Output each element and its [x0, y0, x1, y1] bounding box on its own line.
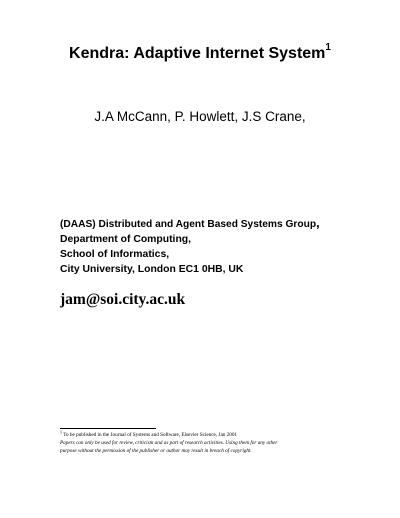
footnote-rule [60, 428, 156, 429]
author-list: J.A McCann, P. Howlett, J.S Crane, [94, 109, 306, 124]
paper-title [0, 41, 400, 64]
footnote-publication-line [60, 431, 360, 439]
footnote-notice-line-1: Papers can only be used for review, criticism and as part of research activities. Using them for any other [60, 440, 278, 446]
affiliation-group-line [60, 215, 320, 232]
footnote-mark: 1 [60, 429, 62, 435]
affiliation-group: (DAAS) Distributed and Agent Based Systems Group [60, 219, 317, 230]
affiliation-group-comma: , [316, 215, 320, 230]
paper-title-text: Kendra: Adaptive Internet System [69, 45, 326, 62]
footnote-text: To be published in the Journal of Systems and Software, Elsevier Science, Jan 2001 [63, 432, 238, 438]
affiliation-department: Department of Computing, [60, 234, 192, 245]
author-email: jam@soi.city.ac.uk [60, 291, 186, 308]
affiliation-block [60, 215, 320, 277]
affiliation-address: City University, London EC1 0HB, UK [60, 264, 244, 275]
affiliation-school: School of Informatics, [60, 249, 170, 260]
footnote [60, 431, 360, 455]
title-footnote-mark: 1 [325, 41, 331, 53]
footnote-notice-line-2: purpose without the permission of the publisher or author may result in breach of copyright. [60, 448, 252, 454]
